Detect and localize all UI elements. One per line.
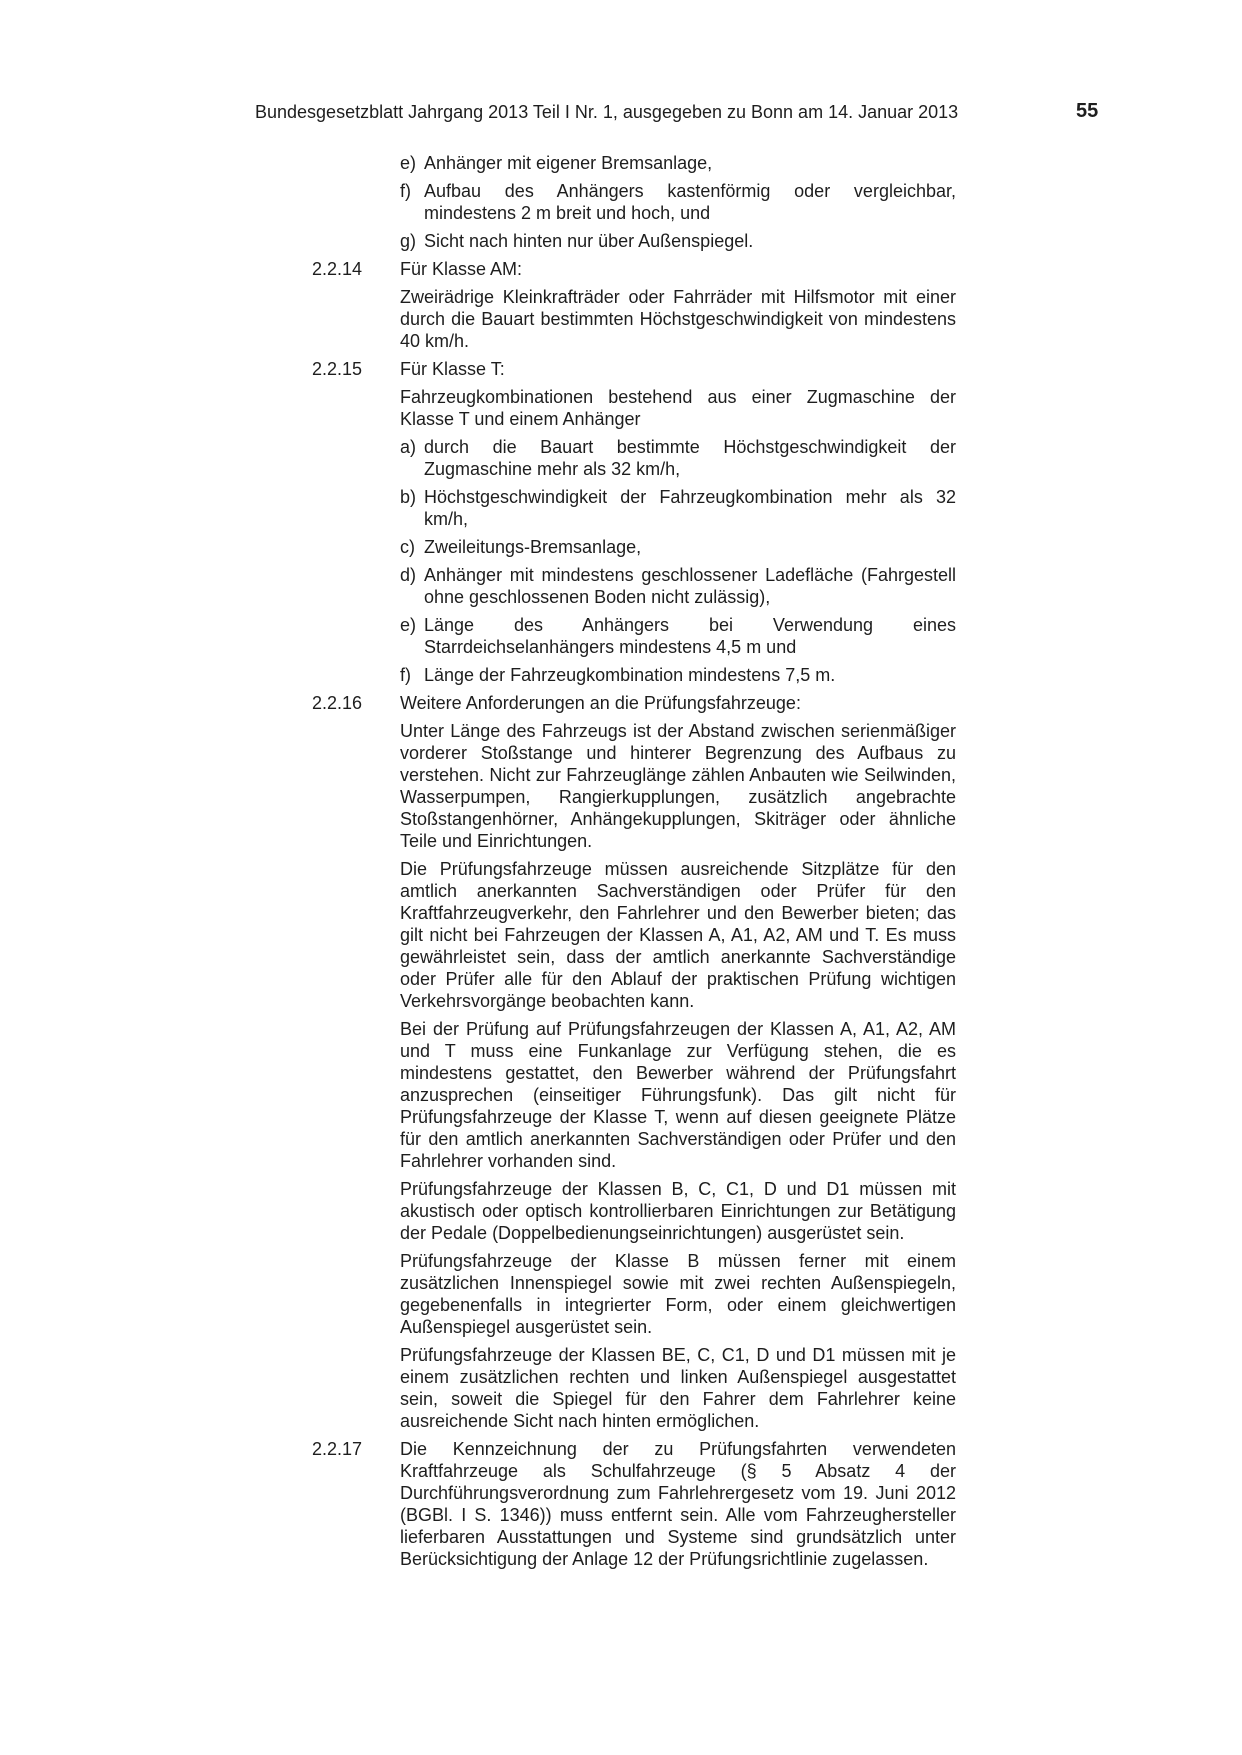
paragraph: Prüfungsfahrzeuge der Klasse B müssen ferner mit einem zusätzlichen Innenspiegel sowie mit zwei rechten Außenspiegeln, gegebenenfalls in integrierter Form, oder einem gleichwertigen Außenspiegel ausgerüstet sein. (400, 1251, 956, 1337)
list-item (400, 230, 956, 252)
list-item-text: Zweileitungs-Bremsanlage, (424, 537, 642, 557)
section-body (400, 692, 956, 1438)
list-item (400, 564, 956, 608)
section-number: 2.2.16 (312, 693, 363, 713)
section-body (400, 358, 956, 692)
section-2-2-15 (312, 358, 956, 692)
page-number: 55 (1076, 100, 1099, 122)
paragraph: Die Prüfungsfahrzeuge müssen ausreichende Sitzplätze für den amtlich anerkannten Sachverständigen oder Prüfer für den Kraftfahrzeugverkehr, den Fahrlehrer und den Bewerber bieten; das gilt nicht bei Fahrzeugen der Klassen A, A1, A2, AM und T. Es muss gewährleistet sein, dass der amtlich anerkannte Sachverständige oder Prüfer alle für den Ablauf der praktischen Prüfung wichtigen Verkehrsvorgänge beobachten kann. (400, 859, 956, 1011)
paragraph: Prüfungsfahrzeuge der Klassen BE, C, C1, D und D1 müssen mit je einem zusätzlichen rechten und linken Außenspiegel ausgestattet sein, soweit die Spiegel für den Fahrer dem Fahrlehrer keine ausreichende Sicht nach hinten ermöglichen. (400, 1345, 956, 1431)
paragraph: Zweirädrige Kleinkrafträder oder Fahrräder mit Hilfsmotor mit einer durch die Bauart bestimmten Höchstgeschwindigkeit von mindestens 40 km/h. (400, 287, 956, 351)
list-item-label: b) (400, 487, 417, 507)
list-item-text: Sicht nach hinten nur über Außenspiegel. (424, 231, 754, 251)
list-item-text: durch die Bauart bestimmte Höchstgeschwindigkeit der Zugmaschine mehr als 32 km/h, (424, 437, 956, 479)
paragraph: Unter Länge des Fahrzeugs ist der Abstand zwischen serienmäßiger vorderer Stoßstange und hinterer Begrenzung des Aufbaus zu verstehen. Nicht zur Fahrzeuglänge zählen Anbauten wie Seilwinden, Wasserpumpen, Rangierkupplungen, zusätzlich angebrachte Stoßstangenhörner, Anhängekupplungen, Skiträger oder ähnliche Teile und Einrichtungen. (400, 721, 956, 851)
list-item-text: Länge des Anhängers bei Verwendung eines Starrdeichselanhängers mindestens 4,5 m und (424, 615, 956, 657)
paragraph: Bei der Prüfung auf Prüfungsfahrzeugen der Klassen A, A1, A2, AM und T muss eine Funkanlage zur Verfügung stehen, die es mindestens gestattet, den Bewerber während der Prüfungsfahrt anzusprechen (einseitiger Führungsfunk). Das gilt nicht für Prüfungsfahrzeuge der Klasse T, wenn auf diesen geeignete Plätze für den amtlich anerkannten Sachverständigen oder Prüfer und den Fahrlehrer vorhanden sind. (400, 1019, 956, 1171)
list-item-label: f) (400, 665, 411, 685)
list-item-text: Länge der Fahrzeugkombination mindestens 7,5 m. (424, 665, 836, 685)
list-item (400, 614, 956, 658)
section-body (400, 258, 956, 358)
list-item-label: e) (400, 615, 417, 635)
section-number: 2.2.15 (312, 359, 363, 379)
list-item (400, 486, 956, 530)
continued-list (400, 152, 956, 252)
section-number: 2.2.14 (312, 259, 363, 279)
section-2-2-16 (312, 692, 956, 1438)
list-item-label: e) (400, 153, 417, 173)
document-body (312, 152, 956, 1576)
list-item-text: Anhänger mit eigener Bremsanlage, (424, 153, 713, 173)
section-title: Weitere Anforderungen an die Prüfungsfahrzeuge: (400, 693, 801, 713)
section-number: 2.2.17 (312, 1439, 363, 1459)
paragraph: Prüfungsfahrzeuge der Klassen B, C, C1, D und D1 müssen mit akustisch oder optisch kontrollierbaren Einrichtungen zur Betätigung der Pedale (Doppelbedienungseinrichtungen) ausgerüstet sein. (400, 1179, 956, 1243)
list-item (400, 664, 956, 686)
list-item-text: Aufbau des Anhängers kastenförmig oder vergleichbar, mindestens 2 m breit und hoch, und (424, 181, 956, 223)
paragraph: Die Kennzeichnung der zu Prüfungsfahrten verwendeten Kraftfahrzeuge als Schulfahrzeuge (§ 5 Absatz 4 der Durchführungsverordnung zum Fahrlehrergesetz vom 19. Juni 2012 (BGBl. I S. 1346)) muss entfernt sein. Alle vom Fahrzeughersteller lieferbaren Ausstattungen und Systeme sind grundsätzlich unter Berücksichtigung der Anlage 12 der Prüfungsrichtlinie zugelassen. (400, 1439, 956, 1569)
list-item (400, 436, 956, 480)
section-title: Für Klasse T: (400, 359, 505, 379)
list-item-label: c) (400, 537, 415, 557)
list-item-label: f) (400, 181, 411, 201)
list-item-label: g) (400, 231, 417, 251)
list-item (400, 180, 956, 224)
section-2-2-17 (312, 1438, 956, 1576)
list-item (400, 152, 956, 174)
paragraph: Fahrzeugkombinationen bestehend aus einer Zugmaschine der Klasse T und einem Anhänger (400, 387, 956, 429)
list-item-label: a) (400, 437, 417, 457)
list-item (400, 536, 956, 558)
list-item-label: d) (400, 565, 417, 585)
list-item-text: Höchstgeschwindigkeit der Fahrzeugkombination mehr als 32 km/h, (424, 487, 956, 529)
section-body (400, 1438, 956, 1576)
section-title: Für Klasse AM: (400, 259, 523, 279)
section-2-2-14 (312, 258, 956, 358)
page-header: Bundesgesetzblatt Jahrgang 2013 Teil I Nr. 1, ausgegeben zu Bonn am 14. Januar 2013 (255, 102, 959, 122)
list-item-text: Anhänger mit mindestens geschlossener Ladefläche (Fahrgestell ohne geschlossenen Boden nicht zulässig), (424, 565, 956, 607)
